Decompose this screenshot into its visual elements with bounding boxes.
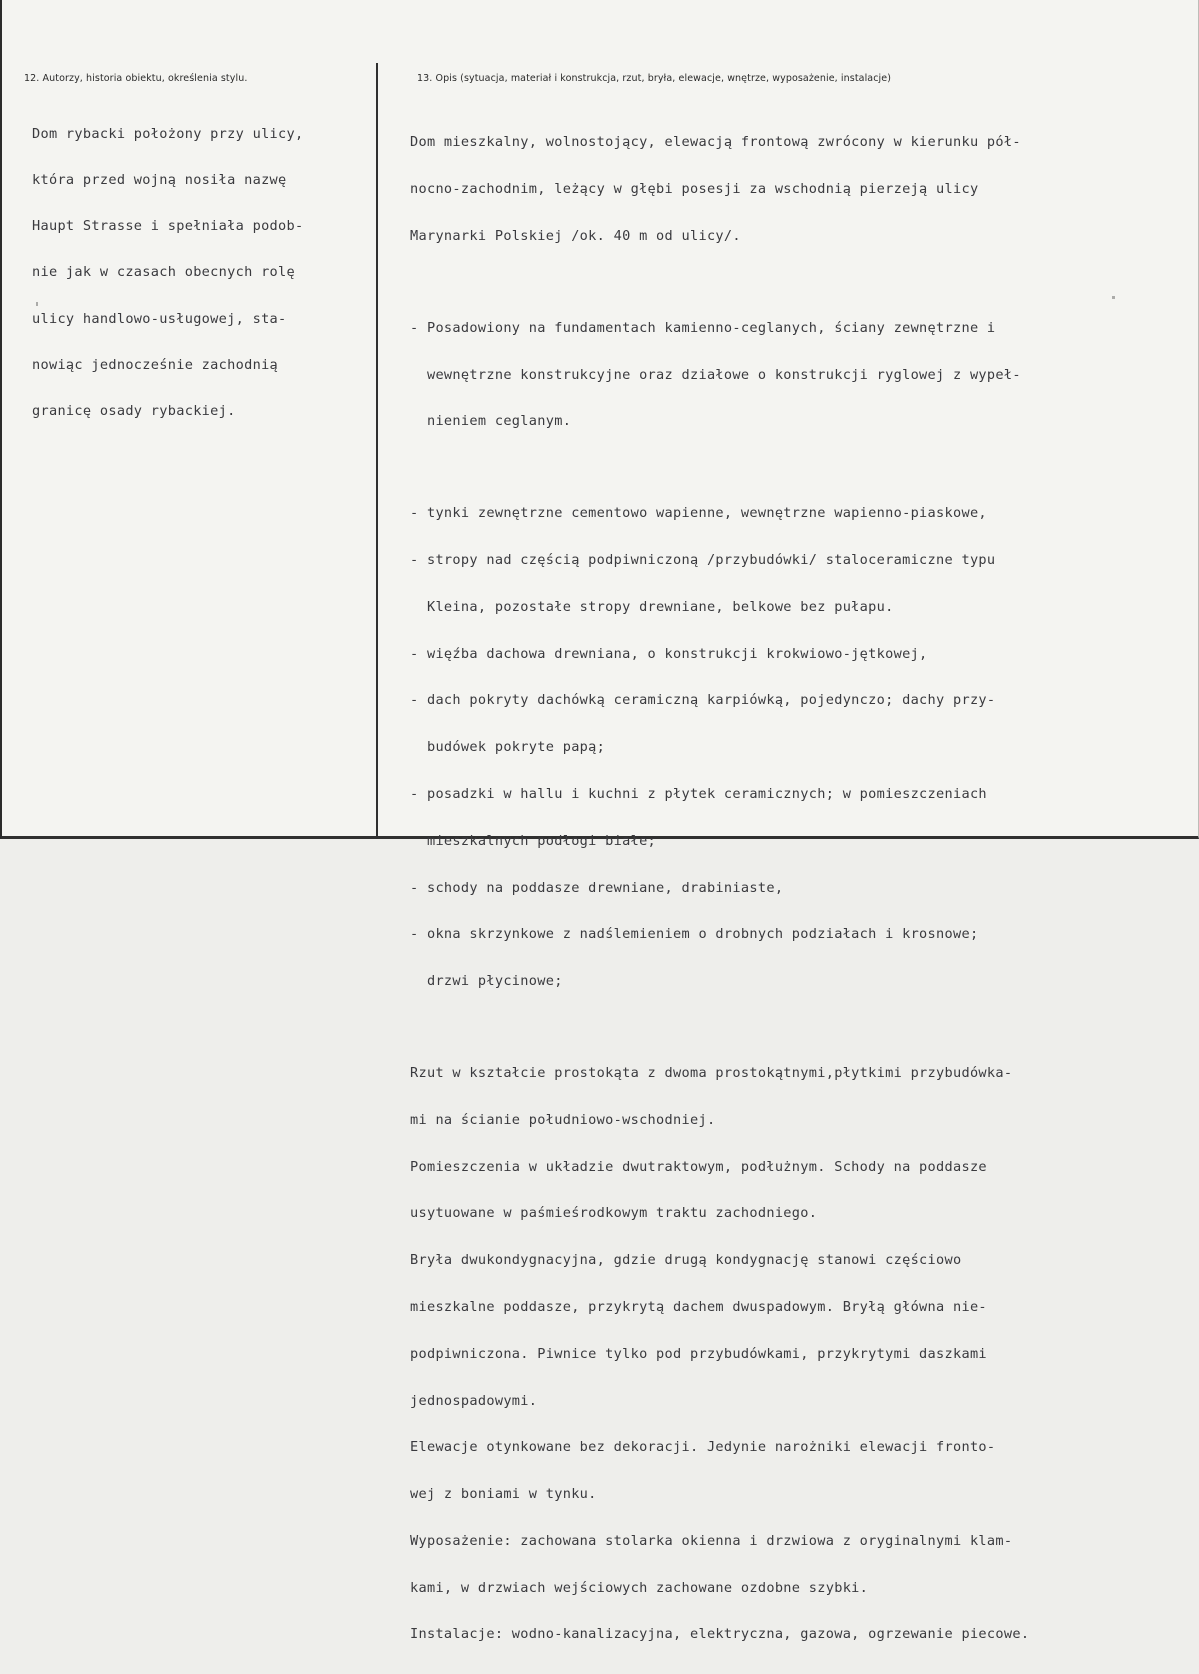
construction-line: nieniem ceglanym. — [410, 413, 572, 430]
history-line: nie jak w czasach obecnych rolę — [32, 264, 296, 281]
materials-line: - więźba dachowa drewniana, o konstrukcji krokwiowo-jętkowej, — [410, 645, 928, 662]
materials-line: - posadzki w hallu i kuchni z płytek ceramicznych; w pomieszczeniach — [410, 785, 987, 802]
history-line: ulicy handlowo-usługowej, sta- — [32, 310, 287, 327]
history-line: Dom rybacki położony przy ulicy, — [32, 125, 304, 142]
history-line: która przed wojną nosiła nazwę — [32, 172, 287, 189]
description-line: jednospadowymi. — [410, 1392, 538, 1409]
history-text-block — [32, 96, 304, 450]
materials-line: - stropy nad częścią podpiwniczoną /przybudówki/ staloceramiczne typu — [410, 552, 996, 569]
paper-speck — [36, 302, 38, 306]
description-line: wej z boniami w tynku. — [410, 1486, 597, 1503]
description-line: kami, w drzwiach wejściowych zachowane ozdobne szybki. — [410, 1579, 869, 1596]
description-line: usytuowane w paśmieśrodkowym traktu zachodniego. — [410, 1205, 818, 1222]
construction-line: - Posadowiony na fundamentach kamienno-ceglanych, ściany zewnętrzne i — [410, 319, 996, 336]
description-line: Bryła dwukondygnacyjna, gdzie drugą kondygnację stanowi częściowo — [410, 1252, 962, 1269]
description-text-block — [410, 104, 1029, 1674]
history-line: granicę osady rybackiej. — [32, 403, 236, 420]
construction-line: wewnętrzne konstrukcyjne oraz działowe o konstrukcji ryglowej z wypeł- — [410, 366, 1021, 383]
section-13-header: 13. Opis (sytuacja, materiał i konstrukcja, rzut, bryła, elewacje, wnętrze, wyposażenie, instalacje) — [417, 73, 892, 84]
materials-line: - schody na poddasze drewniane, drabiniaste, — [410, 879, 784, 896]
materials-line: - okna skrzynkowe z nadślemieniem o drobnych podziałach i krosnowe; — [410, 926, 979, 943]
materials-line: budówek pokryte papą; — [410, 739, 606, 756]
intro-line: Dom mieszkalny, wolnostojący, elewacją frontową zwrócony w kierunku pół- — [410, 134, 1021, 151]
materials-line: mieszkalnych podłogi białe; — [410, 832, 657, 849]
intro-line: Marynarki Polskiej /ok. 40 m od ulicy/. — [410, 227, 741, 244]
description-line: podpiwniczona. Piwnice tylko pod przybudówkami, przykrytymi daszkami — [410, 1345, 987, 1362]
materials-line: - dach pokryty dachówką ceramiczną karpiówką, pojedynczo; dachy przy- — [410, 692, 996, 709]
materials-line: - tynki zewnętrzne cementowo wapienne, wewnętrzne wapienno-piaskowe, — [410, 505, 987, 522]
intro-line: nocno-zachodnim, leżący w głębi posesji za wschodnią pierzeją ulicy — [410, 180, 979, 197]
materials-line: drzwi płycinowe; — [410, 973, 563, 990]
description-line: Rzut w kształcie prostokąta z dwoma prostokątnymi,płytkimi przybudówka- — [410, 1065, 1013, 1082]
history-line: Haupt Strasse i spełniała podob- — [32, 218, 304, 235]
description-line: mieszkalne poddasze, przykrytą dachem dwuspadowym. Bryłą główna nie- — [410, 1298, 987, 1315]
column-divider — [376, 63, 378, 839]
materials-line: Kleina, pozostałe stropy drewniane, belkowe bez pułapu. — [410, 598, 894, 615]
description-line: Wyposażenie: zachowana stolarka okienna i drzwiowa z oryginalnymi klam- — [410, 1532, 1013, 1549]
history-line: nowiąc jednocześnie zachodnią — [32, 356, 279, 373]
section-12-header: 12. Autorzy, historia obiektu, określenia stylu. — [24, 73, 248, 84]
description-line: Elewacje otynkowane bez dekoracji. Jedynie narożniki elewacji fronto- — [410, 1439, 996, 1456]
paper-speck — [1112, 296, 1115, 299]
description-line: Instalacje: wodno-kanalizacyjna, elektryczna, gazowa, ogrzewanie piecowe. — [410, 1626, 1030, 1643]
description-line: Pomieszczenia w układzie dwutraktowym, podłużnym. Schody na poddasze — [410, 1158, 987, 1175]
description-line: mi na ścianie południowo-wschodniej. — [410, 1111, 716, 1128]
